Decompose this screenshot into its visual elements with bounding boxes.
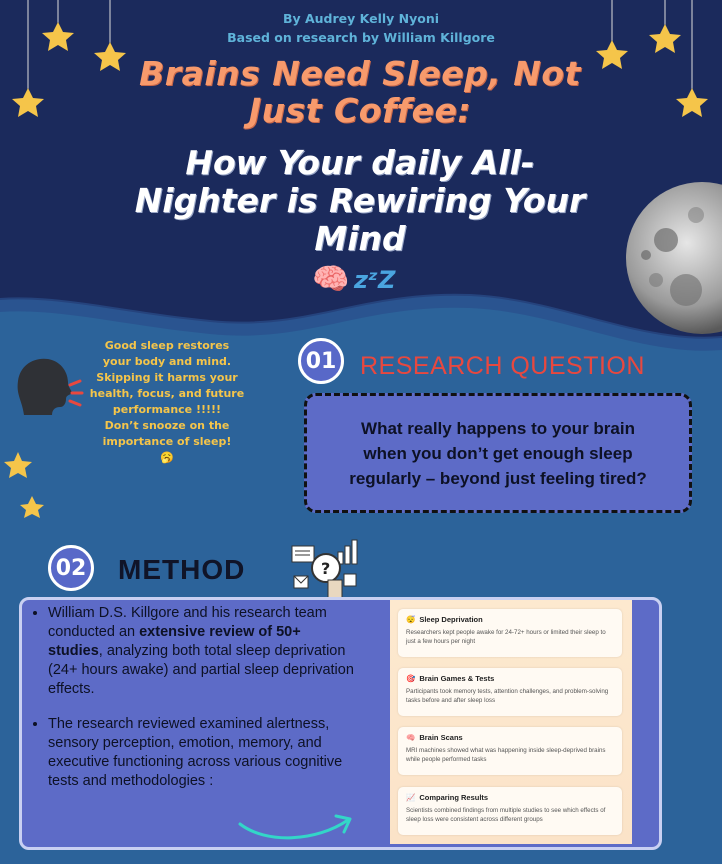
sleeping-face-icon: 😴 [406,615,416,624]
method-heading: METHOD [118,554,246,585]
step-title: Brain Games & Tests [419,674,495,683]
star-icon [12,88,44,117]
author-credit: By Audrey Kelly Nyoni [282,11,440,26]
title-line-1: Brains Need Sleep, Not [139,54,581,93]
star-icon [20,496,44,518]
moon-icon [626,180,722,340]
step-description: Researchers kept people awake for 24-72+ hours or limited their sleep to just a few hours per night [406,629,606,645]
research-credit: Based on research by William Killgore [227,30,495,45]
callout-line: Skipping it harms your [96,371,238,384]
step-card-comparing-results [398,787,622,835]
step-description: MRI machines showed what was happening inside sleep-deprived brains while people performed tasks [406,747,606,763]
callout-line: Don’t snooze on the [104,419,230,432]
method-steps-panel [390,600,632,844]
lower-stars [0,448,60,528]
callout-line: health, focus, and future [89,387,245,400]
chart-icon: 📈 [406,793,416,802]
target-icon: 🎯 [406,674,416,683]
yawn-icon: 🥱 [160,451,174,464]
subtitle-line-1: How Your daily All- [185,143,535,182]
section-number-01: 01 [298,338,344,384]
section-number-02: 02 [48,545,94,591]
speaking-head-icon [12,355,84,425]
step-title: Brain Scans [419,733,463,742]
step-card-brain-games [398,668,622,716]
method-bullet-2: • The research reviewed examined alertness, sensory perception, emotion, memory, and executive functioning across various cognitive tests and methodologies : [48,715,358,791]
step-card-sleep-deprivation [398,609,622,657]
research-question-text: What really happens to your brain when you don’t get enough sleep regularly – beyond just feeling tired? [349,418,647,488]
callout-line: your body and mind. [102,355,232,368]
title-line-2: Just Coffee: [248,91,472,130]
method-bullet-1: • William D.S. Killgore and his research team conducted an extensive review of 50+ studies, analyzing both total sleep deprivation (24+ hours awake) and partial sleep deprivation effects. [48,604,358,699]
step-title: Comparing Results [419,793,489,802]
zzz-icon: zᶻZ [354,266,396,294]
arrow-icon [236,806,360,846]
step-description: Participants took memory tests, attention challenges, and problem-solving tasks before and after sleep loss [406,688,609,704]
step-description: Scientists combined findings from multiple studies to see which effects of sleep loss were consistent across different groups [406,807,606,823]
brain-icon: 🧠 [312,262,350,297]
callout-line: Good sleep restores [104,339,230,352]
research-question-heading: RESEARCH QUESTION [360,352,645,380]
brain-icon: 🧠 [406,733,416,742]
callout-line: performance !!!!! [112,403,222,416]
sleep-callout [82,338,252,466]
step-card-brain-scans [398,727,622,775]
method-bullets [28,604,358,807]
step-title: Sleep Deprivation [419,615,483,624]
callout-line: importance of sleep! [102,435,232,448]
subtitle-line-3: Mind [314,219,406,258]
subtitle-line-2: Nighter is Rewiring Your [134,181,586,220]
star-icon [4,452,32,478]
star-icon [676,88,708,117]
svg-text:?: ? [321,559,331,578]
research-question-box [304,393,692,513]
